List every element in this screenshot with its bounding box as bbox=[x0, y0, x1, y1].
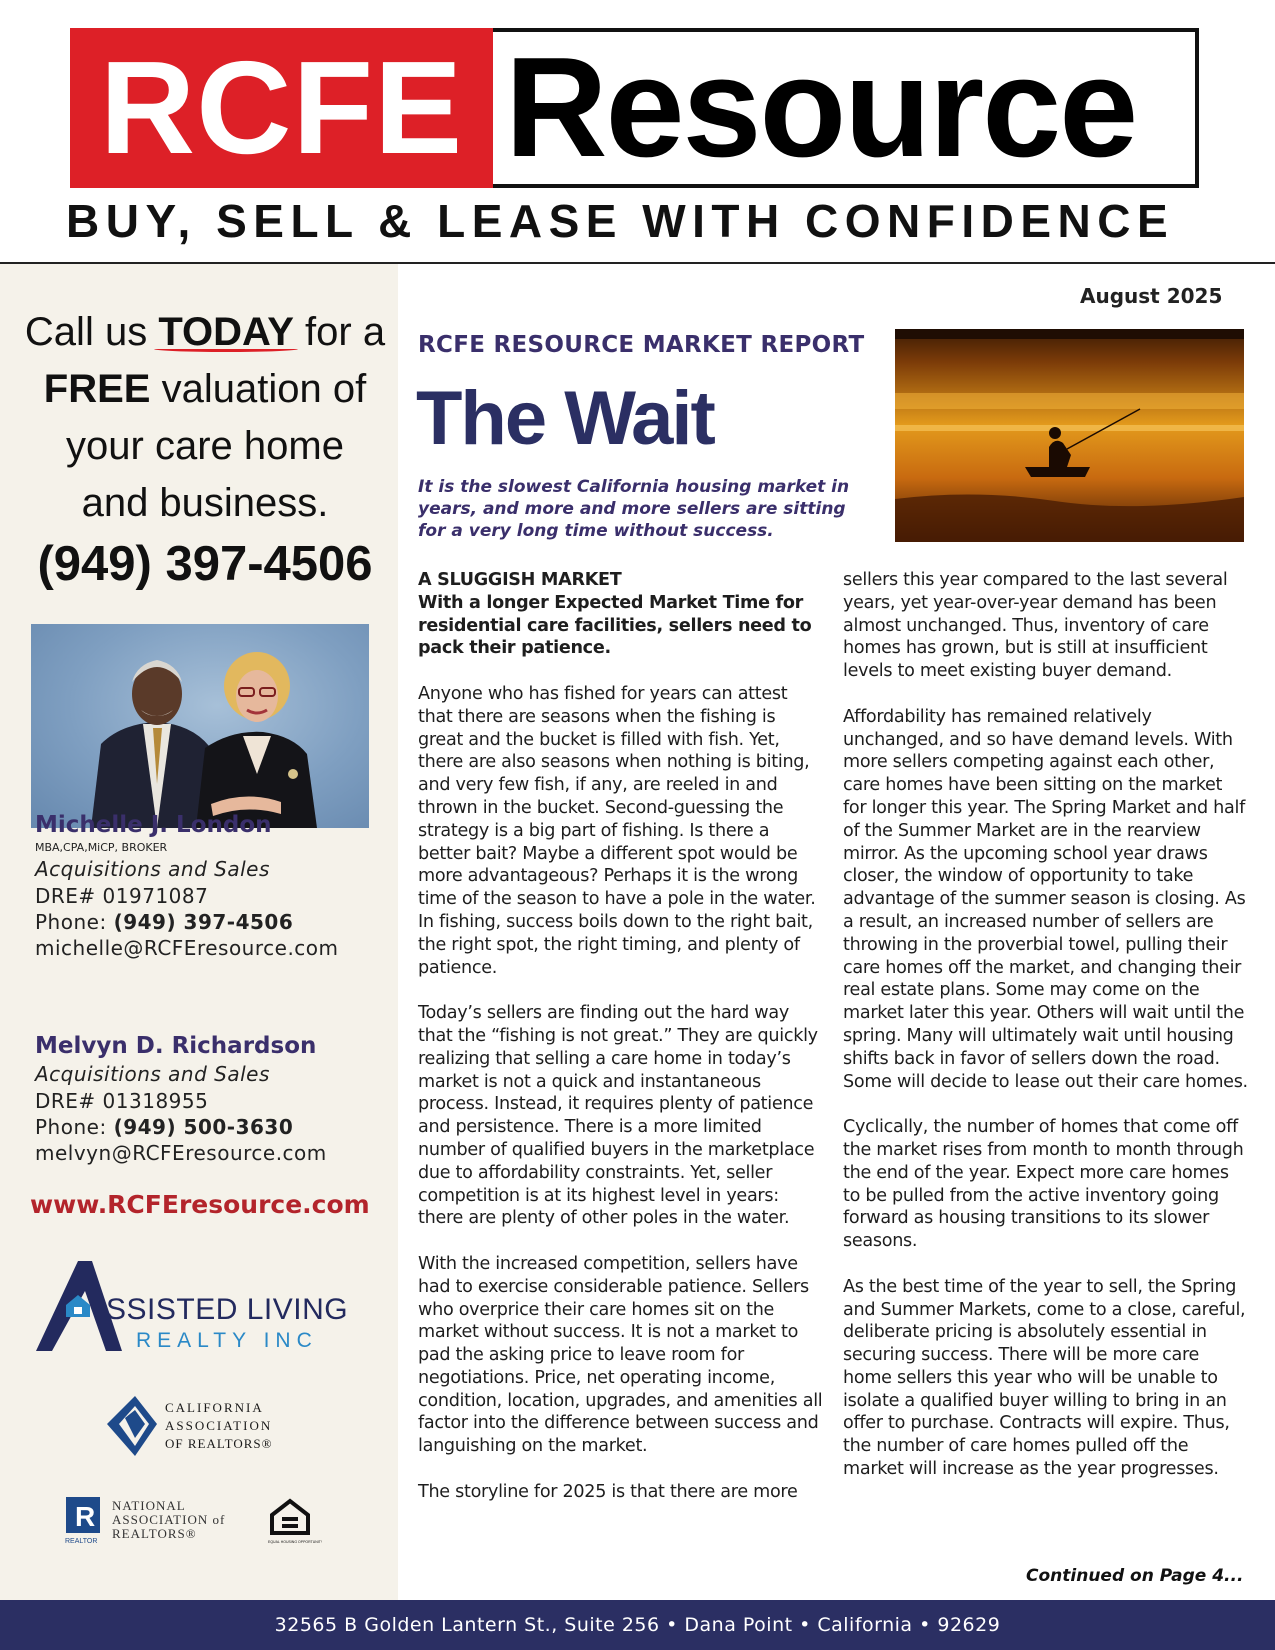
article-column-1 bbox=[418, 569, 823, 1504]
agent-email[interactable]: melvyn@RCFEresource.com bbox=[35, 1141, 327, 1165]
assisted-living-realty-logo bbox=[30, 1255, 380, 1355]
paragraph: Affordability has remained relatively unchanged, and so have demand levels. With more sellers competing against each other, care homes have been sitting on the market for longer this year. The Spring Market and half of the Summer Market are in the rearview mirror. As the upcoming school year draws closer, the window of opportunity to take advantage of the summer season is closing. As a result, an increased number of sellers are throwing in the proverbial towel, pulling their care homes off the market, and changing their real estate plans. Some may come on the market later this year. Others will wait until the spring. Many will ultimately wait until housing shifts back in favor of sellers down the road. Some will decide to lease out their care homes. bbox=[843, 706, 1248, 1092]
continued-link[interactable]: Continued on Page 4... bbox=[1026, 1566, 1244, 1586]
cta-text: for a bbox=[293, 310, 386, 354]
cta-text: valuation of bbox=[150, 367, 367, 411]
svg-text:REALTOR: REALTOR bbox=[65, 1538, 98, 1545]
agent-dre: DRE# 01971087 bbox=[35, 884, 209, 908]
svg-text:SSISTED LIVING: SSISTED LIVING bbox=[106, 1293, 349, 1326]
agent-card-melvyn bbox=[35, 1031, 390, 1166]
agent-email[interactable]: michelle@RCFEresource.com bbox=[35, 936, 339, 960]
issue-date: August 2025 bbox=[1080, 284, 1223, 308]
article-subdeck: With a longer Expected Market Time for residential care facilities, sellers need to pack their patience. bbox=[418, 592, 812, 659]
cta-phone[interactable]: (949) 397-4506 bbox=[37, 537, 373, 591]
agent-phone-line: Phone: (949) 500-3630 bbox=[35, 1115, 294, 1139]
masthead bbox=[0, 0, 1275, 262]
tagline: BUY, SELL & LEASE WITH CONFIDENCE bbox=[66, 195, 1175, 247]
paragraph: With the increased competition, sellers have had to exercise considerable patience. Sellers who overprice their care homes sit on the market without success. It is not a market to pad the asking price to leave room for negotiations. Price, net operating income, condition, location, upgrades, and amenities all factor into the difference between success and languishing on the market. bbox=[418, 1253, 823, 1457]
cta-today: TODAY bbox=[158, 310, 294, 354]
svg-text:EQUAL HOUSING OPPORTUNITY: EQUAL HOUSING OPPORTUNITY bbox=[268, 1540, 322, 1544]
cta-text: Call us bbox=[24, 310, 159, 354]
equal-housing-icon bbox=[268, 1501, 322, 1544]
brand-logo-resource: Resource bbox=[493, 28, 1199, 188]
agent-name: Michelle J. London bbox=[35, 812, 272, 838]
article-column-2 bbox=[843, 569, 1248, 1481]
agent-credentials: MBA,CPA,MiCP, BROKER bbox=[35, 841, 168, 854]
national-association-of-realtors-logo bbox=[62, 1493, 322, 1547]
svg-text:NATIONAL: NATIONAL bbox=[112, 1498, 186, 1513]
svg-text:CALIFORNIA: CALIFORNIA bbox=[165, 1400, 264, 1415]
brand-logo-rcfe: RCFE bbox=[70, 28, 493, 188]
paragraph: Cyclically, the number of homes that come off the market rises from month to month through the end of the year. Expect more care homes to be pulled from the active inventory going forward as housing transitions to its slower seasons. bbox=[843, 1117, 1244, 1252]
california-association-of-realtors-logo bbox=[105, 1388, 305, 1466]
agent-phone[interactable]: (949) 500-3630 bbox=[113, 1115, 294, 1139]
paragraph: As the best time of the year to sell, the Spring and Summer Markets, come to a close, careful, deliberate pricing is absolutely essential in securing success. There will be more care home sellers this year who will be unable to isolate a qualified buyer willing to bring in an offer to purchase. Contracts will expire. Thus, the number of care homes pulled off the market will increase as the year progresses. bbox=[843, 1276, 1246, 1480]
paragraph: The storyline for 2025 is that there are more bbox=[418, 1481, 798, 1502]
svg-text:REALTORS®: REALTORS® bbox=[112, 1526, 197, 1541]
agent-name: Melvyn D. Richardson bbox=[35, 1033, 317, 1059]
article-dek: It is the slowest California housing market in years, and more and more sellers are sitting for a very long time without success. bbox=[418, 477, 850, 541]
footer-address: 32565 B Golden Lantern St., Suite 256 • Dana Point • California • 92629 bbox=[0, 1600, 1275, 1650]
paragraph: Anyone who has fished for years can attest that there are seasons when the fishing is great and the bucket is filled with fish. Yet, there are also seasons when nothing is biting, and very few fish, if any, are reeled in and thrown in the bucket. Second-guessing the strategy is a big part of fishing. Is there a better bait? Maybe a different spot would be more advantageous? Perhaps it is the wrong time of the season to have a pole in the water. In fishing, success boils down to the right bait, the right spot, the right timing, and plenty of patience. bbox=[418, 683, 816, 978]
agent-dre: DRE# 01318955 bbox=[35, 1089, 209, 1113]
agent-role: Acquisitions and Sales bbox=[35, 857, 270, 881]
agent-phone[interactable]: (949) 397-4506 bbox=[113, 910, 294, 934]
underline-swoosh bbox=[154, 346, 298, 352]
cta-text: and business. bbox=[81, 481, 329, 525]
agent-role: Acquisitions and Sales bbox=[35, 1062, 270, 1086]
agents-photo bbox=[31, 624, 369, 828]
valuation-callout bbox=[20, 304, 390, 532]
headline: The Wait bbox=[416, 376, 714, 461]
svg-text:OF REALTORS®: OF REALTORS® bbox=[165, 1436, 273, 1451]
svg-text:ASSOCIATION of: ASSOCIATION of bbox=[112, 1512, 226, 1527]
cta-free: FREE bbox=[43, 367, 151, 411]
agent-phone-line: Phone: (949) 397-4506 bbox=[35, 910, 294, 934]
cta-text: your care home bbox=[66, 424, 344, 468]
website-link[interactable]: www.RCFEresource.com bbox=[30, 1190, 370, 1219]
agent-card-michelle bbox=[35, 810, 390, 961]
paragraph: sellers this year compared to the last several years, yet year-over-year demand has been almost unchanged. Thus, inventory of care homes has grown, but is still at insufficient levels to meet existing buyer demand. bbox=[843, 570, 1228, 682]
paragraph: Today’s sellers are finding out the hard way that the “fishing is not great.” They are quickly realizing that selling a care home in today’s market is not a quick and instantaneous process. Instead, it requires plenty of patience and persistence. There is a more limited number of qualified buyers in the marketplace due to affordability constraints. Yet, seller competition is at its highest level in years: there are plenty of other poles in the water. bbox=[418, 1003, 818, 1229]
article-subhead: A SLUGGISH MARKET bbox=[418, 570, 622, 590]
fishing-sunset-photo bbox=[895, 329, 1244, 542]
section-kicker: RCFE RESOURCE MARKET REPORT bbox=[418, 332, 865, 358]
svg-text:R: R bbox=[75, 1501, 96, 1532]
svg-text:ASSOCIATION: ASSOCIATION bbox=[165, 1418, 273, 1433]
svg-text:REALTY INC: REALTY INC bbox=[136, 1329, 318, 1352]
